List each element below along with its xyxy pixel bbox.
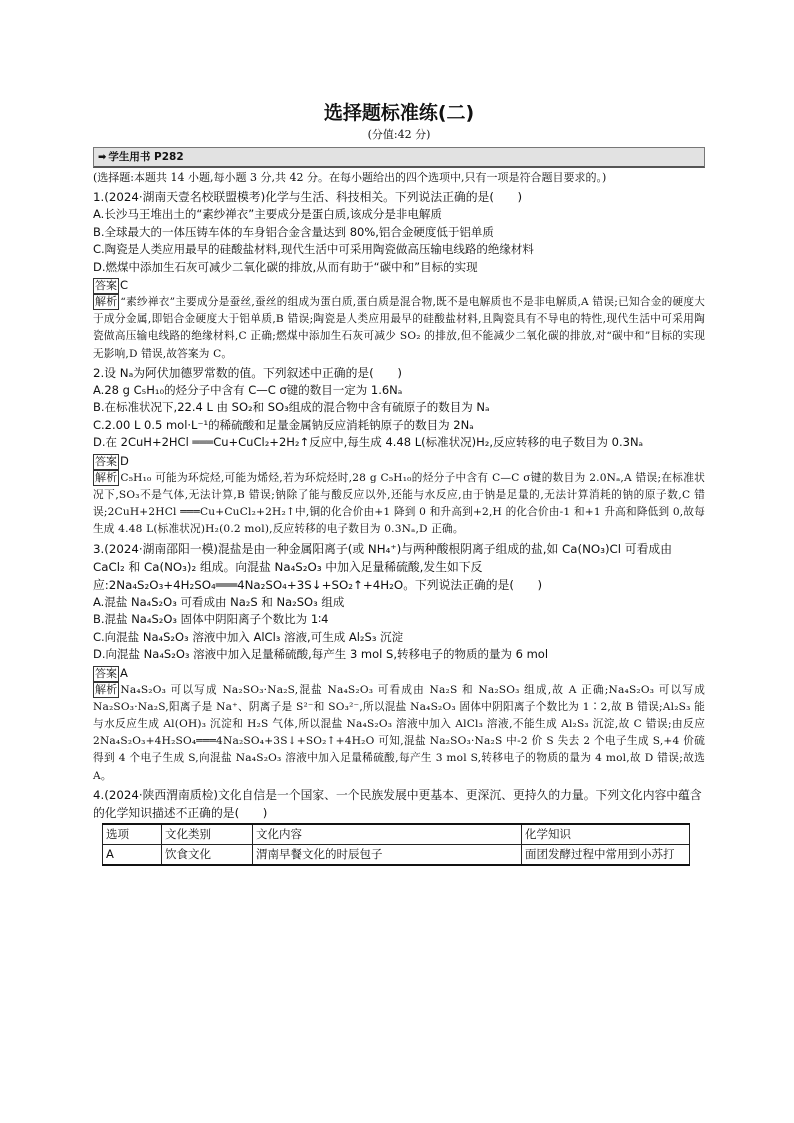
answer-line — [93, 452, 705, 470]
analysis-tag: 解析 — [95, 295, 118, 308]
answer-tag: 答案 — [95, 279, 117, 292]
option-b: B.混盐 Na₄S₂O₃ 固体中阴阳离子个数比为 1∶4 — [93, 612, 329, 627]
question-stem: 4.(2024·陕西渭南质检)文化自信是一个国家、一个民族发展中更基本、更深沉、更持久的力量。下列文化内容中蕴含的化学知识描述不正确的是( ) — [93, 787, 702, 820]
answer-value: C — [120, 278, 129, 292]
answer-line — [93, 276, 705, 294]
analysis-text — [93, 294, 705, 363]
analysis-body: “素纱禅衣”主要成分是蚕丝,蚕丝的组成为蛋白质,蛋白质是混合物,既不是电解质也不是非电解质,A 错误;已知合金的硬度大于成分金属,即铝合金硬度大于铝单质,B 错误;陶瓷是人类应用最早的硅酸盐材料,且陶瓷具有不导电的特性,现代生活中可采用陶瓷做高压输电线路的绝缘材料,C 正确;燃煤中添加生石灰可减少 SO₂ 的排放,但不能减少二氧化碳的排放,对“碳中和”目标的实现无影响,D 错误,故答案为 C。 — [93, 296, 705, 360]
table-row — [103, 844, 690, 865]
analysis-tag: 解析 — [95, 682, 118, 696]
question-4 — [93, 786, 705, 866]
table-header-row — [103, 824, 690, 845]
answer-tag: 答案 — [95, 454, 117, 468]
answer-tag: 答案 — [95, 666, 117, 680]
table-cell: 渭南早餐文化的时辰包子 — [253, 844, 522, 865]
option-c: C.向混盐 Na₄S₂O₃ 溶液中加入 AlCl₃ 溶液,可生成 Al₂S₃ 沉淀 — [93, 629, 404, 644]
option-a: A.28 g C₅H₁₀的烃分子中含有 C—C σ键的数目一定为 1.6Nₐ — [93, 382, 403, 397]
analysis-text — [93, 470, 705, 539]
table-header: 文化内容 — [253, 824, 522, 845]
table-cell: A — [103, 844, 162, 865]
option-d: D.向混盐 Na₄S₂O₃ 溶液中加入足量稀硫酸,每产生 3 mol S,转移电子的物质的量为 6 mol — [93, 647, 549, 662]
table-cell: 饮食文化 — [162, 844, 253, 865]
book-reference: 学生用书 P282 — [108, 151, 184, 163]
document-page — [93, 100, 705, 866]
culture-table — [102, 823, 690, 866]
analysis-text — [93, 682, 705, 785]
question-1 — [93, 188, 705, 363]
question-stem: 3.(2024·湖南邵阳一模)混盐是由一种金属阳离子(或 NH₄⁺)与两种酸根阴离子组成的盐,如 Ca(NO₃)Cl 可看成由 CaCl₂ 和 Ca(NO₃)₂ 组成。向混盐 Na₄S₂O₃ 中加入足量稀硫酸,发生如下反应:2Na₄S₂O₃+4H₂SO₄═══4Na₂SO₄+3S↓+SO₂↑+4H₂O。下列说法正确的是( ) — [93, 541, 673, 592]
answer-value: A — [120, 665, 128, 680]
option-d: D.在 2CuH+2HCl ═══Cu+CuCl₂+2H₂↑反应中,每生成 4.48 L(标准状况)H₂,反应转移的电子数目为 0.3Nₐ — [93, 435, 644, 450]
analysis-body: Na₄S₂O₃ 可以写成 Na₂SO₃·Na₂S,混盐 Na₄S₂O₃ 可看成由 Na₂S 和 Na₂SO₃ 组成,故 A 正确;Na₄S₂O₃ 可以写成 Na₂SO₃·Na₂S,阳离子是 Na⁺、阴离子是 S²⁻和 SO₃²⁻,所以混盐 Na₄S₂O₃ 固体中阴阳离子个数比为 1∶2,故 B 错误;Al₂S₃ 能与水反应生成 Al(OH)₃ 沉淀和 H₂S 气体,所以混盐 Na₄S₂O₃ 溶液中加入 AlCl₃ 溶液,不能生成 Al₂S₃ 沉淀,故 C 错误;由反应 2Na₄S₂O₃+4H₂SO₄═══4Na₂SO₄+3S↓+SO₂↑+4H₂O 可知,混盐 Na₂SO₃·Na₂S 中-2 价 S 失去 2 个电子生成 S,+4 价硫得到 4 个电子生成 S,向混盐 Na₄S₂O₃ 溶液中加入足量稀硫酸,每产生 3 mol S,转移电子的物质的量为 4 mol,故 D 错误;故选 A。 — [93, 683, 705, 782]
answer-value: D — [120, 453, 129, 468]
question-stem: 2.设 Nₐ为阿伏加德罗常数的值。下列叙述中正确的是( ) — [93, 365, 402, 380]
table-header: 选项 — [103, 824, 162, 845]
option-a: A.混盐 Na₄S₂O₃ 可看成由 Na₂S 和 Na₂SO₃ 组成 — [93, 594, 345, 609]
score-label: (分值:42 分) — [367, 128, 431, 141]
analysis-body: C₅H₁₀ 可能为环烷烃,可能为烯烃,若为环烷烃时,28 g C₅H₁₀的烃分子中含有 C—C σ键的数目为 2.0Nₐ,A 错误;在标准状况下,SO₃不是气体,无法计算,B 错误;钠除了能与酸反应以外,还能与水反应,由于钠是足量的,无法计算消耗的钠的原子数,C 错误;2CuH+2HCl ═══Cu+CuCl₂+2H₂↑中,铜的化合价由+1 降到 0 和升高到+2,H 的化合价由-1 和+1 升高和降低到 0,故每生成 4.48 L(标准状况)H₂(0.2 mol),反应转移的电子数目为 0.3Nₐ,D 正确。 — [93, 471, 705, 536]
option-d: D.燃煤中添加生石灰可减少二氧化碳的排放,从而有助于“碳中和”目标的实现 — [93, 259, 478, 274]
answer-line — [93, 664, 705, 682]
page-title: 选择题标准练(二) — [323, 102, 475, 124]
option-c: C.陶瓷是人类应用最早的硅酸盐材料,现代生活中可采用陶瓷做高压输电线路的绝缘材料 — [93, 242, 534, 256]
table-header: 化学知识 — [522, 824, 690, 845]
table-header: 文化类别 — [162, 824, 253, 845]
table-cell: 面团发酵过程中常用到小苏打 — [522, 844, 690, 865]
option-b: B.全球最大的一体压铸车体的车身铝合金含量达到 80%,铝合金硬度低于铝单质 — [93, 224, 494, 239]
instructions: (选择题:本题共 14 小题,每小题 3 分,共 42 分。在每小题给出的四个选项中,只有一项是符合题目要求的。) — [93, 171, 607, 184]
arrow-icon: ➡ — [98, 152, 107, 163]
question-3 — [93, 540, 705, 785]
option-b: B.在标准状况下,22.4 L 由 SO₂和 SO₃组成的混合物中含有硫原子的数目为 Nₐ — [93, 400, 490, 415]
option-a: A.长沙马王堆出土的“素纱禅衣”主要成分是蛋白质,该成分是非电解质 — [93, 207, 442, 221]
question-stem: 1.(2024·湖南天壹名校联盟模考)化学与生活、科技相关。下列说法正确的是( ) — [93, 190, 523, 204]
book-reference-bar — [93, 147, 705, 168]
analysis-tag: 解析 — [95, 470, 118, 484]
option-c: C.2.00 L 0.5 mol·L⁻¹的稀硫酸和足量金属钠反应消耗钠原子的数目为 2Nₐ — [93, 417, 474, 432]
question-2 — [93, 364, 705, 539]
